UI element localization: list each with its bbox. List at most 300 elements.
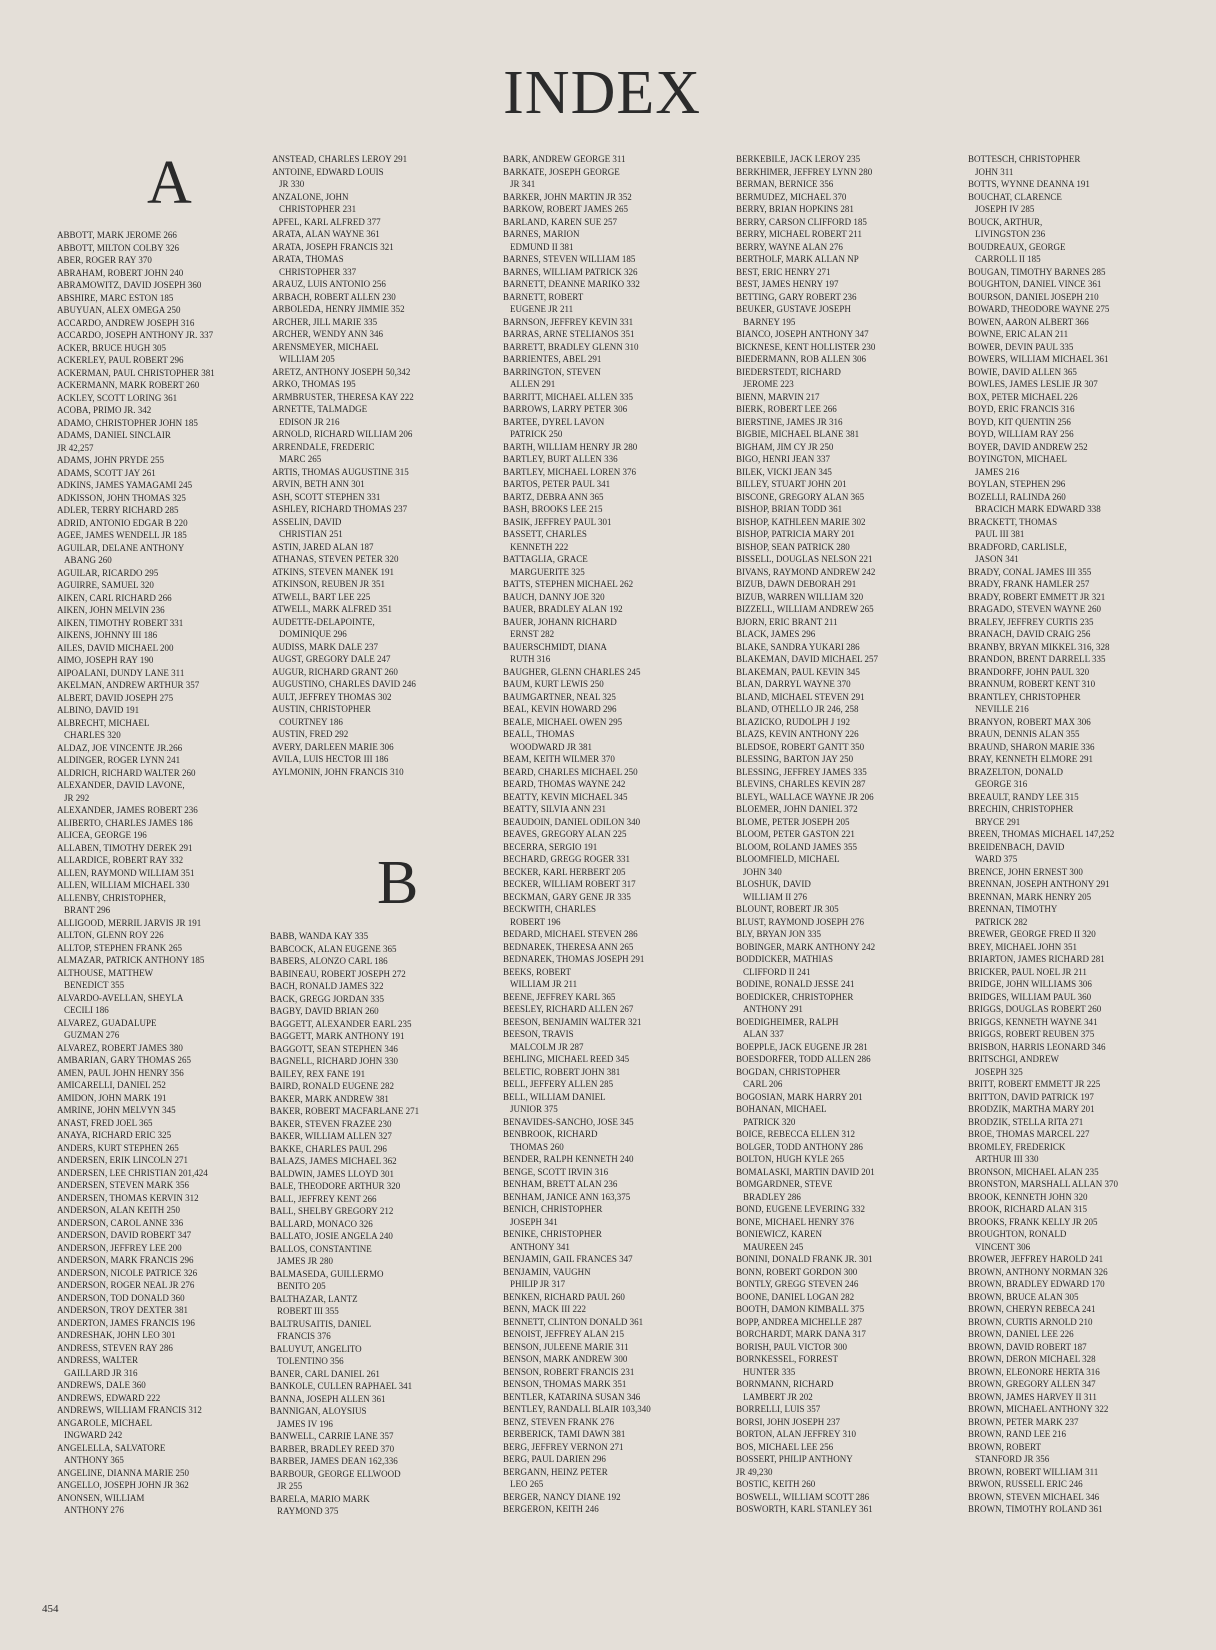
index-entry: ALMAZAR, PATRICK ANTHONY 185 (57, 955, 205, 965)
index-entry: AMBARIAN, GARY THOMAS 265 (57, 1055, 192, 1065)
index-entry: ALLIGOOD, MERRIL JARVIS JR 191 (57, 917, 202, 928)
index-entry: ACKLEY, SCOTT LORING 361 (57, 392, 178, 403)
index-entry: AIPOALANI, DUNDY LANE 311 (57, 667, 185, 678)
index-entry: BIENN, MARVIN 217 (736, 391, 820, 402)
index-entry: ARRENDALE, FREDERIC (272, 441, 375, 452)
index-entry: BENJAMIN, GAIL FRANCES 347 (503, 1254, 633, 1264)
index-entry: ALDAZ, JOE VINCENTE JR.266 (57, 742, 183, 753)
index-entry: ALVAREZ, ROBERT JAMES 380 (57, 1042, 183, 1053)
index-entry: BERBERICK, TAMI DAWN 381 (503, 1429, 626, 1439)
index-entry: BRADY, CONAL JAMES III 355 (968, 566, 1092, 577)
index-entry: BALLARD, MONACO 326 (270, 1218, 373, 1229)
index-entry: ANZALONE, JOHN (272, 191, 349, 202)
index-entry: BASSETT, CHARLES (503, 529, 587, 539)
index-entry: BROWN, RAND LEE 216 (968, 1429, 1066, 1439)
index-entry: VINCENT 306 (975, 1241, 1031, 1252)
index-entry: BOESDORFER, TODD ALLEN 286 (736, 1054, 871, 1064)
index-entry: BALUYUT, ANGELITO (270, 1343, 362, 1354)
index-entry: ASSELIN, DAVID (272, 516, 342, 527)
index-entry: LAMBERT JR 202 (743, 1391, 813, 1402)
index-entry: ABSHIRE, MARC ESTON 185 (57, 292, 174, 303)
index-entry: BISHOP, KATHLEEN MARIE 302 (736, 516, 866, 527)
index-entry: ANDERSON, NICOLE PATRICE 326 (57, 1267, 198, 1278)
index-entry: BENAVIDES-SANCHO, JOSE 345 (503, 1116, 634, 1127)
page-number: 454 (42, 1603, 59, 1615)
index-entry: BRADY, FRANK HAMLER 257 (968, 579, 1090, 589)
index-entry: BRANNUM, ROBERT KENT 310 (968, 679, 1096, 689)
index-entry: BRANBY, BRYAN MIKKEL 316, 328 (968, 641, 1110, 652)
index-entry: BREIDENBACH, DAVID (968, 841, 1065, 852)
index-entry: ANDERSON, ROGER NEAL JR 276 (57, 1280, 195, 1290)
index-entry: BENJAMIN, VAUGHN (503, 1266, 591, 1277)
index-entry: BARNES, WILLIAM PATRICK 326 (503, 266, 638, 277)
index-entry: BROWN, PETER MARK 237 (968, 1416, 1079, 1427)
index-entry: ANDREWS, DALE 360 (57, 1380, 146, 1390)
index-entry: BRAUN, DENNIS ALAN 355 (968, 729, 1080, 739)
index-entry: ALLENBY, CHRISTOPHER, (57, 892, 166, 903)
index-entry: ALLARDICE, ROBERT RAY 332 (57, 855, 184, 865)
index-entry: BRWON, RUSSELL ERIC 246 (968, 1479, 1083, 1489)
index-entry: BOWARD, THEODORE WAYNE 275 (968, 304, 1110, 314)
index-entry: BRODZIK, STELLA RITA 271 (968, 1116, 1084, 1127)
index-entry: ALLABEN, TIMOTHY DEREK 291 (57, 842, 193, 853)
index-entry: BRADFORD, CARLISLE, (968, 541, 1067, 552)
index-entry: ANDERTON, JAMES FRANCIS 196 (57, 1317, 195, 1328)
index-entry: ARTHUR III 330 (975, 1154, 1039, 1164)
index-entry: ALVAREZ, GUADALUPE (57, 1017, 157, 1028)
index-entry: BACH, RONALD JAMES 322 (270, 981, 384, 991)
index-entry: AGUILAR, RICARDO 295 (57, 567, 159, 578)
index-entry: JASON 341 (975, 554, 1019, 564)
index-entry: RUTH 316 (510, 654, 551, 664)
index-entry: LIVINGSTON 236 (975, 229, 1046, 239)
index-entry: ALDRICH, RICHARD WALTER 260 (57, 767, 196, 778)
index-entry: AMRINE, JOHN MELVYN 345 (57, 1105, 176, 1115)
index-entry: ANDRESS, WALTER (57, 1355, 139, 1365)
index-entry: BEST, ERIC HENRY 271 (736, 266, 831, 277)
index-entry: GUZMAN 276 (64, 1030, 120, 1040)
index-entry: BOUCHAT, CLARENCE (968, 191, 1062, 202)
index-entry: BOGOSIAN, MARK HARRY 201 (736, 1091, 863, 1102)
index-entry: BOZELLI, RALINDA 260 (968, 491, 1066, 502)
index-entry: BALTHAZAR, LANTZ (270, 1293, 358, 1304)
index-entry: BODDICKER, MATHIAS (736, 954, 834, 964)
index-entry: ADAMS, DANIEL SINCLAIR (57, 430, 171, 440)
index-entry: BOSTIC, KEITH 260 (736, 1479, 816, 1489)
index-entry: BOWNE, ERIC ALAN 211 (968, 329, 1069, 339)
index-entry: AGUIRRE, SAMUEL 320 (57, 580, 154, 590)
index-entry: BERRY, CARSON CLIFFORD 185 (736, 216, 867, 227)
index-entry: ARATA, ALAN WAYNE 361 (272, 229, 380, 239)
index-entry: ANDERSON, ALAN KEITH 250 (57, 1205, 180, 1215)
index-entry: AILES, DAVID MICHAEL 200 (57, 642, 174, 653)
index-entry: BELL, WILLIAM DANIEL (503, 1091, 606, 1102)
index-entry: BRANDON, BRENT DARRELL 335 (968, 654, 1106, 664)
index-entry: AUGUR, RICHARD GRANT 260 (272, 666, 398, 677)
index-entry: PAUL III 381 (975, 529, 1025, 539)
index-entry: BEALE, MICHAEL OWEN 295 (503, 716, 623, 727)
index-entry: BAIRD, RONALD EUGENE 282 (270, 1081, 394, 1091)
index-entry: BENITO 205 (277, 1281, 326, 1291)
index-entry: EUGENE JR 211 (510, 304, 574, 314)
index-entry: ARKO, THOMAS 195 (272, 379, 356, 389)
index-entry: ANDERSON, TOD DONALD 360 (57, 1292, 185, 1303)
index-entry: BECKMAN, GARY GENE JR 335 (503, 891, 631, 902)
index-entry: BOUDREAUX, GEORGE (968, 241, 1066, 252)
index-entry: ADAMO, CHRISTOPHER JOHN 185 (57, 417, 198, 428)
index-entry: BAILEY, REX FANE 191 (270, 1068, 366, 1079)
index-entry: BROWN, BRUCE ALAN 305 (968, 1291, 1079, 1302)
index-entry: ATKINS, STEVEN MANEK 191 (272, 566, 394, 577)
index-entry: ALLTON, GLENN ROY 226 (57, 930, 164, 940)
index-entry: ASTIN, JARED ALAN 187 (272, 541, 374, 552)
index-entry: BENSON, ROBERT FRANCIS 231 (503, 1366, 635, 1377)
index-entry: MARC 265 (279, 454, 322, 464)
index-entry: BAUER, BRADLEY ALAN 192 (503, 604, 623, 614)
index-entry: BENSON, MARK ANDREW 300 (503, 1354, 628, 1364)
index-entry: BOURSON, DANIEL JOSEPH 210 (968, 291, 1099, 302)
index-entry: BOEDICKER, CHRISTOPHER (736, 991, 854, 1002)
index-entry: BOTTESCH, CHRISTOPHER (968, 154, 1081, 164)
index-entry: ANTHONY 291 (743, 1004, 803, 1014)
index-entry: BROWN, DAVID ROBERT 187 (968, 1341, 1087, 1352)
index-entry: BELL, JEFFERY ALLEN 285 (503, 1079, 614, 1089)
index-entry: BRANT 296 (64, 905, 111, 915)
index-entry: BAUM, KURT LEWIS 250 (503, 679, 604, 689)
index-entry: AUSTIN, CHRISTOPHER (272, 704, 371, 714)
index-entry: BARLAND, KAREN SUE 257 (503, 216, 618, 227)
index-entry: HUNTER 335 (743, 1366, 796, 1377)
index-entry: BLOOMFIELD, MICHAEL (736, 854, 840, 864)
index-entry: BENN, MACK III 222 (503, 1304, 586, 1314)
index-entry: BOEPPLE, JACK EUGENE JR 281 (736, 1041, 868, 1052)
index-entry: ARTIS, THOMAS AUGUSTINE 315 (272, 466, 409, 477)
index-entry: CLIFFORD II 241 (743, 966, 811, 977)
index-entry: BLEVINS, CHARLES KEVIN 287 (736, 779, 866, 789)
index-entry: ALTHOUSE, MATTHEW (57, 967, 154, 978)
index-entry: BELETIC, ROBERT JOHN 381 (503, 1066, 621, 1077)
index-entry: ATWELL, MARK ALFRED 351 (272, 604, 392, 614)
index-entry: BOUGHTON, DANIEL VINCE 361 (968, 279, 1102, 289)
index-entry: BONIEWICZ, KAREN (736, 1229, 822, 1239)
index-entry: COURTNEY 186 (279, 716, 343, 727)
index-entry: BEDNAREK, THOMAS JOSEPH 291 (503, 954, 645, 964)
index-entry: BISHOP, SEAN PATRICK 280 (736, 541, 850, 552)
index-entry: JOSEPH IV 285 (975, 204, 1035, 214)
index-entry: BREEN, THOMAS MICHAEL 147,252 (968, 829, 1115, 839)
index-entry: ALLEN, WILLIAM MICHAEL 330 (57, 880, 190, 890)
index-entry: BRANACH, DAVID CRAIG 256 (968, 629, 1091, 639)
index-entry: BAUER, JOHANN RICHARD (503, 616, 617, 627)
index-entry: BOYER, DAVID ANDREW 252 (968, 441, 1088, 452)
index-entry: BRACICH MARK EDWARD 338 (975, 504, 1101, 514)
index-entry: BIGHAM, JIM CY JR 250 (736, 441, 834, 452)
index-entry: BROMLEY, FREDERICK (968, 1141, 1066, 1152)
index-column-1 (57, 229, 295, 1517)
index-entry: BAGBY, DAVID BRIAN 260 (270, 1006, 379, 1016)
index-entry: BORSI, JOHN JOSEPH 237 (736, 1416, 841, 1427)
index-entry: BRICKER, PAUL NOEL JR 211 (968, 966, 1087, 977)
index-entry: BLOME, PETER JOSEPH 205 (736, 816, 850, 827)
index-entry: ARCHER, WENDY ANN 346 (272, 329, 384, 339)
index-entry: BRENNAN, TIMOTHY (968, 904, 1058, 914)
index-entry: BEATTY, KEVIN MICHAEL 345 (503, 791, 628, 802)
index-entry: BABINEAU, ROBERT JOSEPH 272 (270, 968, 406, 979)
index-entry: BRECHIN, CHRISTOPHER (968, 804, 1074, 814)
index-entry: BALLOS, CONSTANTINE (270, 1243, 372, 1254)
index-entry: ANDERSEN, LEE CHRISTIAN 201,424 (57, 1167, 208, 1178)
index-entry: BARBOUR, GEORGE ELLWOOD (270, 1468, 401, 1479)
index-entry: ANONSEN, WILLIAM (57, 1492, 145, 1503)
index-entry: BREAULT, RANDY LEE 315 (968, 791, 1079, 802)
index-entry: BRADY, ROBERT EMMETT JR 321 (968, 591, 1106, 602)
index-entry: CHRISTIAN 251 (279, 529, 343, 539)
index-entry: AVILA, LUIS HECTOR III 186 (272, 754, 389, 764)
index-entry: BAUCH, DANNY JOE 320 (503, 591, 605, 602)
index-entry: AMIDON, JOHN MARK 191 (57, 1092, 167, 1103)
index-entry: BENTLER, KATARINA SUSAN 346 (503, 1391, 641, 1402)
index-entry: BOND, EUGENE LEVERING 332 (736, 1204, 865, 1214)
index-entry: BROWN, ANTHONY NORMAN 326 (968, 1266, 1108, 1277)
index-entry: BRIGGS, DOUGLAS ROBERT 260 (968, 1004, 1102, 1014)
index-entry: BROWN, BRADLEY EDWARD 170 (968, 1279, 1105, 1289)
index-entry: EDMUND II 381 (510, 241, 574, 252)
index-entry: AUGST, GREGORY DALE 247 (272, 654, 391, 664)
index-entry: BOBINGER, MARK ANTHONY 242 (736, 941, 876, 952)
index-entry: BOUGAN, TIMOTHY BARNES 285 (968, 266, 1106, 277)
index-entry: BEARD, CHARLES MICHAEL 250 (503, 766, 638, 777)
index-entry: ALAN 337 (743, 1029, 784, 1039)
index-entry: ACKERMANN, MARK ROBERT 260 (57, 380, 200, 390)
index-entry: AIKENS, JOHNNY III 186 (57, 630, 158, 640)
index-entry: BROOK, KENNETH JOHN 320 (968, 1191, 1088, 1202)
index-entry: ACCARDO, JOSEPH ANTHONY JR. 337 (57, 330, 214, 340)
index-entry: BRYCE 291 (975, 816, 1021, 827)
index-entry: ROBERT III 355 (277, 1306, 339, 1316)
index-entry: JR 292 (64, 792, 90, 803)
index-entry: ALIBERTO, CHARLES JAMES 186 (57, 817, 193, 828)
index-entry: BECKER, KARL HERBERT 205 (503, 866, 626, 877)
index-entry: BIERSTINE, JAMES JR 316 (736, 416, 843, 427)
index-entry: BEAVES, GREGORY ALAN 225 (503, 829, 627, 839)
index-entry: BARTLEY, BURT ALLEN 336 (503, 454, 618, 464)
index-entry: BRITT, ROBERT EMMETT JR 225 (968, 1079, 1101, 1089)
index-entry: CECILI 186 (64, 1005, 109, 1015)
index-entry: BROWN, ROBERT (968, 1441, 1041, 1452)
index-entry: BISHOP, PATRICIA MARY 201 (736, 529, 855, 539)
index-entry: ARENSMEYER, MICHAEL (272, 341, 379, 352)
index-entry: BAGGOTT, SEAN STEPHEN 346 (270, 1043, 398, 1054)
index-entry: BOMGARDNER, STEVE (736, 1179, 833, 1189)
index-entry: BLAZS, KEVIN ANTHONY 226 (736, 729, 859, 739)
index-entry: WARD 375 (975, 854, 1018, 864)
index-entry: ARATA, THOMAS (272, 254, 344, 264)
index-entry: BARKER, JOHN MARTIN JR 352 (503, 191, 632, 202)
index-entry: ALICEA, GEORGE 196 (57, 830, 147, 840)
index-entry: BLAN, DARRYL WAYNE 370 (736, 679, 851, 689)
index-entry: ADRID, ANTONIO EDGAR B 220 (57, 517, 188, 528)
index-entry: BOWERS, WILLIAM MICHAEL 361 (968, 354, 1109, 364)
index-entry: AGEE, JAMES WENDELL JR 185 (57, 530, 187, 540)
index-entry: ABBOTT, MARK JEROME 266 (57, 230, 177, 240)
index-entry: ROBERT 196 (510, 916, 561, 927)
index-column-2 (272, 153, 510, 778)
index-entry: AVERY, DARLEEN MARIE 306 (272, 741, 394, 752)
index-column-6 (968, 153, 1206, 1516)
index-entry: BOSWELL, WILLIAM SCOTT 286 (736, 1491, 870, 1502)
index-entry: STANFORD JR 356 (975, 1454, 1050, 1464)
index-entry: ANTHONY 276 (64, 1505, 124, 1515)
index-entry: BRIGGS, ROBERT REUBEN 375 (968, 1029, 1095, 1039)
index-entry: BASH, BROOKS LEE 215 (503, 504, 603, 514)
index-entry: BARNETT, ROBERT (503, 291, 584, 302)
index-entry: BAKER, ROBERT MACFARLANE 271 (270, 1106, 420, 1116)
index-entry: MARGUERITE 325 (510, 566, 585, 577)
index-entry: BALLATO, JOSIE ANGELA 240 (270, 1231, 393, 1241)
page-title: INDEX (503, 59, 701, 127)
index-entry: ACKERMAN, PAUL CHRISTOPHER 381 (57, 367, 215, 378)
index-entry: BENTLEY, RANDALL BLAIR 103,340 (503, 1404, 651, 1414)
index-entry: BLEDSOE, ROBERT GANTT 350 (736, 741, 865, 752)
index-entry: BARRIENTES, ABEL 291 (503, 354, 602, 364)
index-entry: BRAGADO, STEVEN WAYNE 260 (968, 604, 1102, 614)
index-entry: ANDERSEN, THOMAS KERVIN 312 (57, 1192, 199, 1203)
index-entry: BRENNAN, MARK HENRY 205 (968, 891, 1092, 902)
index-entry: BAKKE, CHARLES PAUL 296 (270, 1143, 387, 1154)
index-entry: BENDER, RALPH KENNETH 240 (503, 1154, 634, 1164)
index-entry: BOICE, REBECCA ELLEN 312 (736, 1129, 855, 1139)
index-entry: ANAYA, RICHARD ERIC 325 (57, 1130, 172, 1140)
index-entry: BOYINGTON, MICHAEL (968, 454, 1067, 464)
index-entry: BERGER, NANCY DIANE 192 (503, 1491, 621, 1502)
index-entry: ARETZ, ANTHONY JOSEPH 50,342 (272, 366, 411, 377)
index-entry: ANDERSEN, STEVEN MARK 356 (57, 1180, 190, 1190)
index-entry: BENHAM, BRETT ALAN 236 (503, 1179, 618, 1189)
index-entry: BARKOW, ROBERT JAMES 265 (503, 204, 628, 214)
index-entry: CARROLL II 185 (975, 254, 1041, 264)
index-entry: BABERS, ALONZO CARL 186 (270, 956, 388, 966)
index-entry: BRITTON, DAVID PATRICK 197 (968, 1091, 1094, 1102)
index-entry: BISSELL, DOUGLAS NELSON 221 (736, 554, 873, 564)
index-entry: LEO 265 (510, 1479, 544, 1489)
index-entry: BONTLY, GREGG STEVEN 246 (736, 1279, 859, 1289)
index-entry: NEVILLE 216 (975, 704, 1029, 714)
index-entry: ANDERSON, MARK FRANCIS 296 (57, 1255, 194, 1265)
index-entry: BLAKE, SANDRA YUKARI 286 (736, 641, 860, 652)
index-entry: BLAND, OTHELLO JR 246, 258 (736, 704, 859, 714)
index-entry: BERKHIMER, JEFFREY LYNN 280 (736, 166, 873, 177)
index-entry: WILLIAM JR 211 (510, 979, 578, 989)
index-entry: AGUILAR, DELANE ANTHONY (57, 542, 185, 553)
index-entry: BROWER, JEFFREY HAROLD 241 (968, 1254, 1104, 1264)
index-entry: BOLGER, TODD ANTHONY 286 (736, 1141, 863, 1152)
index-entry: BRAUND, SHARON MARIE 336 (968, 741, 1095, 752)
index-entry: PHILIP JR 317 (510, 1279, 566, 1289)
index-entry: AULT, JEFFREY THOMAS 302 (272, 691, 392, 702)
index-entry: BRENNAN, JOSEPH ANTHONY 291 (968, 879, 1110, 889)
index-entry: ABUYUAN, ALEX OMEGA 250 (57, 305, 181, 315)
index-entry: BAGGETT, MARK ANTHONY 191 (270, 1031, 405, 1041)
index-entry: BREWER, GEORGE FRED II 320 (968, 929, 1096, 939)
index-entry: BACK, GREGG JORDAN 335 (270, 993, 385, 1004)
index-entry: BANKOLE, CULLEN RAPHAEL 341 (270, 1381, 413, 1391)
index-entry: BOEDIGHEIMER, RALPH (736, 1016, 839, 1027)
index-entry: BOYD, ERIC FRANCIS 316 (968, 404, 1075, 414)
index-entry: BROWN, STEVEN MICHAEL 346 (968, 1491, 1100, 1502)
index-entry: PATRICK 320 (743, 1116, 796, 1127)
index-entry: AUSTIN, FRED 292 (272, 729, 349, 739)
index-entry: BARNES, MARION (503, 229, 580, 239)
index-entry: BARK, ANDREW GEORGE 311 (503, 154, 626, 164)
index-entry: BIZZELL, WILLIAM ANDREW 265 (736, 604, 874, 614)
index-entry: ANGAROLE, MICHAEL (57, 1417, 152, 1428)
index-entry: BOS, MICHAEL LEE 256 (736, 1441, 834, 1452)
index-entry: BOPP, ANDREA MICHELLE 287 (736, 1316, 863, 1327)
index-entry: ABRAMOWITZ, DAVID JOSEPH 360 (57, 280, 202, 290)
index-entry: ANTHONY 365 (64, 1455, 124, 1465)
index-entry: BEUKER, GUSTAVE JOSEPH (736, 304, 851, 314)
index-entry: ARBOLEDA, HENRY JIMMIE 352 (272, 304, 405, 314)
index-entry: BONE, MICHAEL HENRY 376 (736, 1216, 854, 1227)
index-entry: BANNIGAN, ALOYSIUS (270, 1406, 367, 1416)
index-entry: BENSON, JULEENE MARIE 311 (503, 1341, 629, 1352)
index-entry: BORISH, PAUL VICTOR 300 (736, 1341, 848, 1352)
index-entry: BROWN, CURTIS ARNOLD 210 (968, 1316, 1093, 1327)
index-entry: BARNSON, JEFFREY KEVIN 331 (503, 316, 634, 327)
index-entry: BROWN, ELEONORE HERTA 316 (968, 1366, 1100, 1377)
index-entry: ATKINSON, REUBEN JR 351 (272, 579, 386, 589)
index-entry: JOSEPH 325 (975, 1066, 1023, 1077)
index-entry: BLOEMER, JOHN DANIEL 372 (736, 804, 858, 814)
index-entry: ABANG 260 (64, 555, 112, 565)
index-entry: BORCHARDT, MARK DANA 317 (736, 1329, 866, 1339)
index-entry: BALAZS, JAMES MICHAEL 362 (270, 1156, 397, 1166)
index-entry: ADKISSON, JOHN THOMAS 325 (57, 492, 186, 503)
index-entry: BERMAN, BERNICE 356 (736, 179, 834, 189)
index-column-3 (270, 930, 508, 1518)
index-entry: BERGANN, HEINZ PETER (503, 1466, 608, 1477)
index-entry: BEAL, KEVIN HOWARD 296 (503, 704, 617, 714)
index-entry: BROOK, RICHARD ALAN 315 (968, 1204, 1088, 1214)
index-entry: BOHANAN, MICHAEL (736, 1104, 827, 1114)
index-entry: BALDWIN, JAMES LLOYD 301 (270, 1168, 394, 1179)
index-entry: AUGUSTINO, CHARLES DAVID 246 (272, 679, 416, 689)
index-entry: BERTHOLF, MARK ALLAN NP (736, 254, 859, 264)
index-entry: BRACKETT, THOMAS (968, 516, 1058, 527)
index-entry: BILEK, VICKI JEAN 345 (736, 466, 832, 477)
index-entry: ANDERS, KURT STEPHEN 265 (57, 1142, 179, 1153)
index-entry: BICKNESE, KENT HOLLISTER 230 (736, 341, 876, 352)
index-entry: INGWARD 242 (64, 1430, 123, 1440)
index-entry: JR 42,257 (57, 442, 94, 453)
index-entry: BAKER, MARK ANDREW 381 (270, 1093, 389, 1104)
index-entry: BORRELLI, LUIS 357 (736, 1404, 821, 1414)
index-entry: BROWN, JAMES HARVEY II 311 (968, 1391, 1097, 1402)
index-entry: BRANDORFF, JOHN PAUL 320 (968, 666, 1090, 677)
index-entry: TOLENTINO 356 (277, 1356, 344, 1366)
index-entry: ANSTEAD, CHARLES LEROY 291 (272, 154, 408, 164)
index-entry: BRONSTON, MARSHALL ALLAN 370 (968, 1179, 1119, 1189)
index-entry: BOX, PETER MICHAEL 226 (968, 391, 1078, 402)
index-entry: BENBROOK, RICHARD (503, 1129, 598, 1139)
index-entry: ALBERT, DAVID JOSEPH 275 (57, 692, 174, 703)
index-entry: CARL 206 (743, 1079, 783, 1089)
index-entry: ASHLEY, RICHARD THOMAS 237 (272, 504, 408, 514)
index-entry: BOUCK, ARTHUR, (968, 216, 1043, 227)
index-entry: BLOSHUK, DAVID (736, 879, 811, 889)
index-entry: BOGDAN, CHRISTOPHER (736, 1066, 841, 1077)
index-entry: BEHLING, MICHAEL REED 345 (503, 1054, 630, 1064)
